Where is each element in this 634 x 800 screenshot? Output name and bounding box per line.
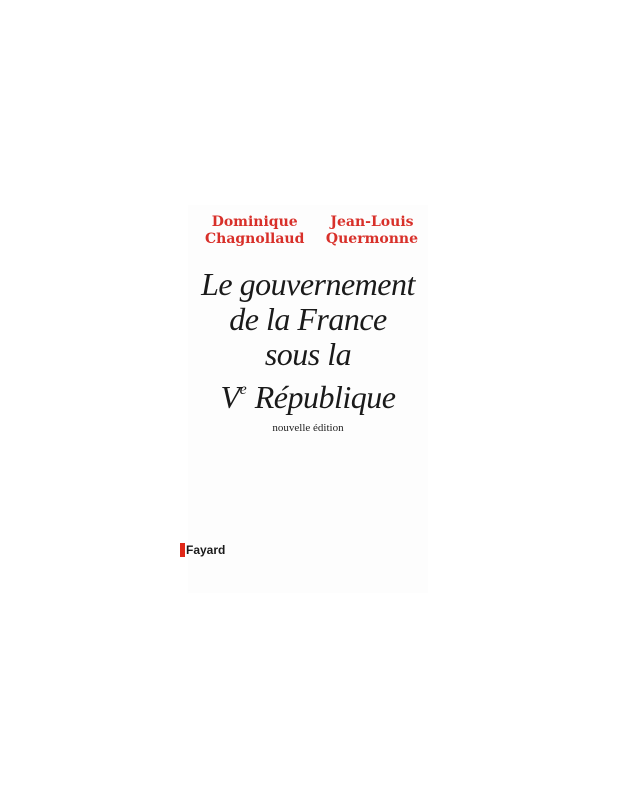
publisher-logo <box>180 543 225 557</box>
title-word: République <box>254 379 396 415</box>
title-line-2: de la France <box>229 301 387 337</box>
authors <box>188 214 428 248</box>
author-2 <box>326 214 418 248</box>
publisher-red-mark <box>180 543 185 557</box>
book-title <box>188 267 428 415</box>
title-line-4 <box>188 372 428 415</box>
author-2-last-name: Quermonne <box>325 231 418 247</box>
publisher-name: Fayard <box>186 543 226 557</box>
author-2-first-name: Jean-Louis <box>330 214 414 230</box>
book-cover <box>188 205 428 593</box>
author-1 <box>205 214 304 248</box>
title-numeral: V <box>220 379 240 415</box>
title-line-3: sous la <box>264 336 352 372</box>
title-line-1: Le gouvernement <box>201 266 415 302</box>
author-1-first-name: Dominique <box>211 214 298 230</box>
edition-label: nouvelle édition <box>272 422 344 434</box>
author-1-last-name: Chagnollaud <box>205 231 305 247</box>
title-superscript: e <box>239 381 247 398</box>
